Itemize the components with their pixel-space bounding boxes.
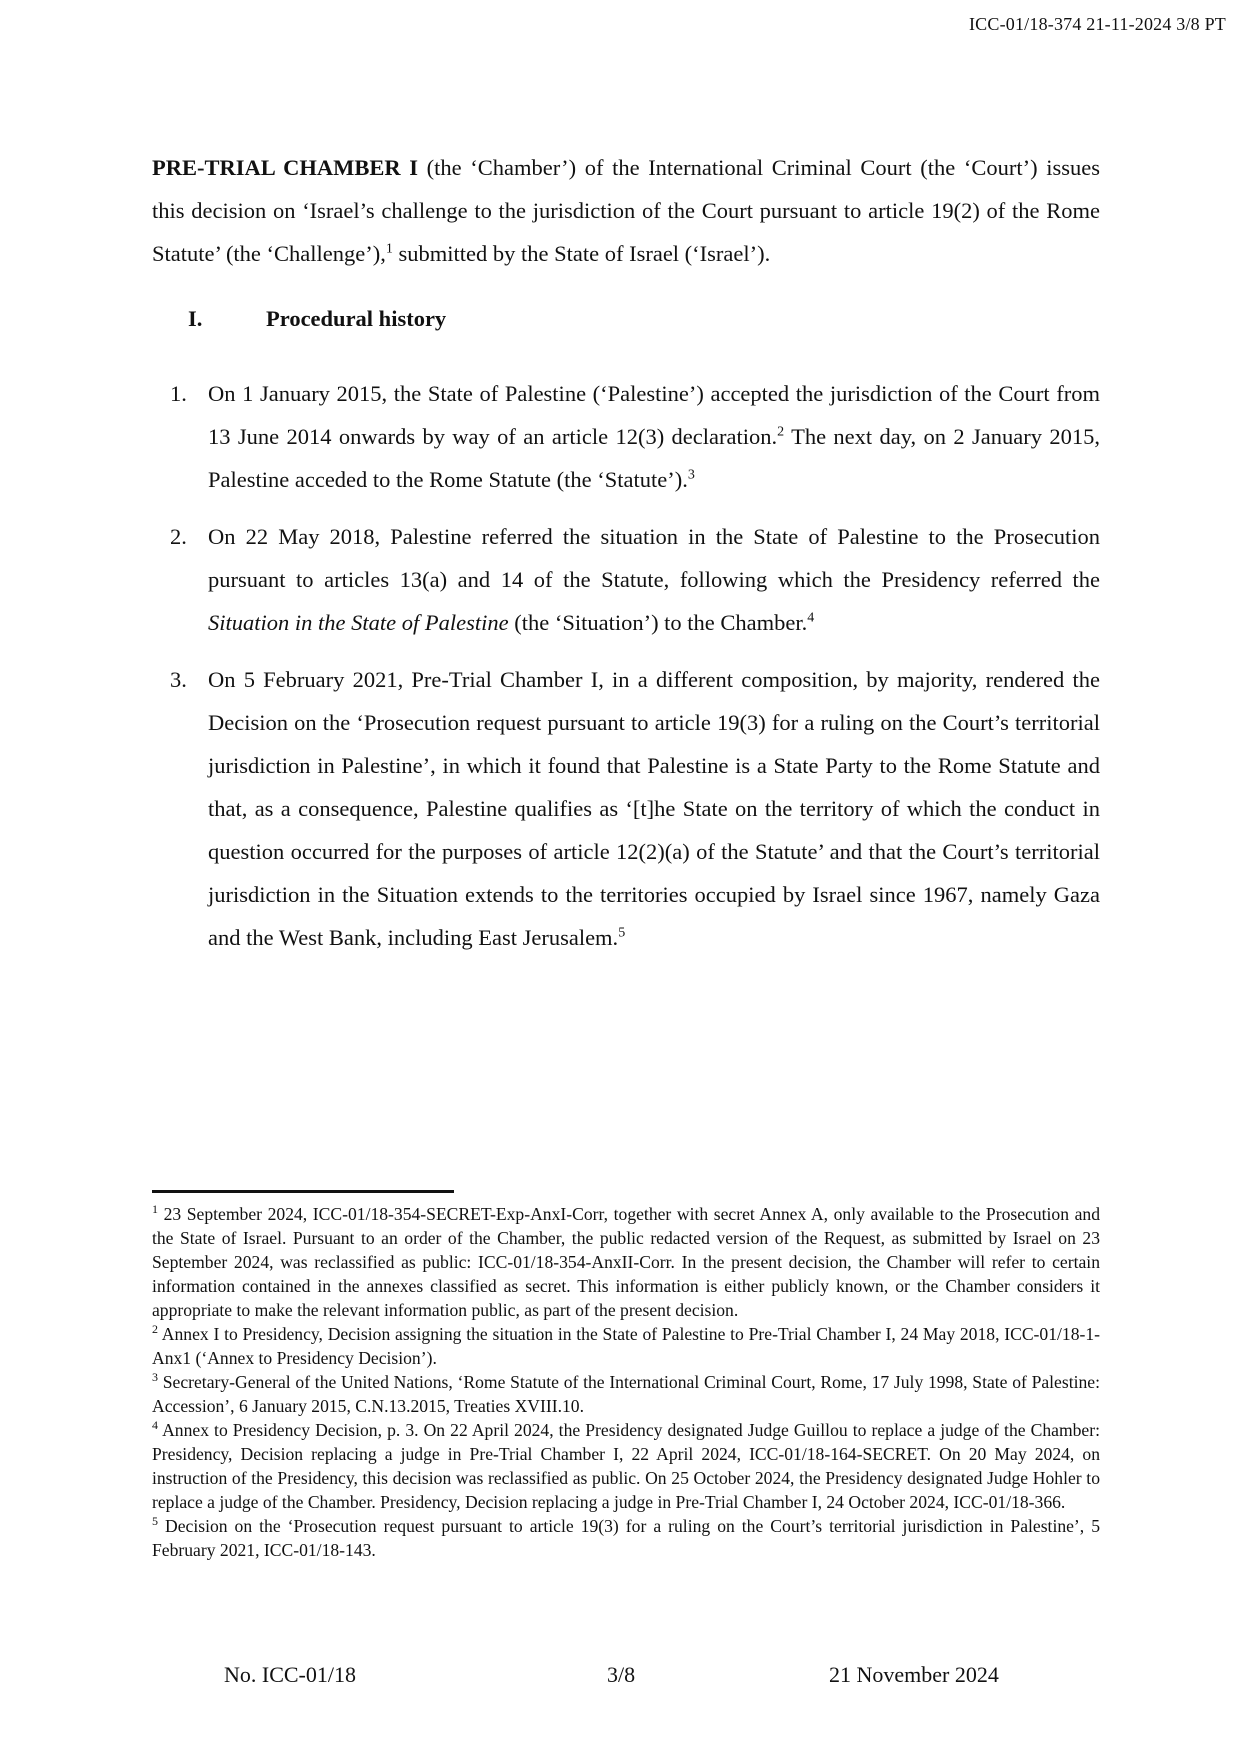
footnote-ref[interactable]: 5 (618, 925, 626, 941)
footnote (152, 1418, 1100, 1514)
footnote-text: Annex I to Presidency, Decision assigning the situation in the State of Palestine to Pre-Trial Chamber I, 24 May 2018, ICC-01/18-1-Anx1 (‘Annex to Presidency Decision’). (152, 1324, 1100, 1368)
footnote-separator (152, 1190, 454, 1193)
paragraph-text: On 22 May 2018, Palestine referred the situation in the State of Palestine to the Prosecution pursuant to articles 13(a) and 14 of the Statute, following which the Presidency referred the (208, 524, 1100, 592)
footnote-text: Secretary-General of the United Nations, ‘Rome Statute of the International Criminal Court, Rome, 17 July 1998, State of Palestine: Accession’, 6 January 2015, C.N.13.2015, Treaties XVIII.10. (152, 1372, 1100, 1416)
footnote (152, 1202, 1100, 1322)
footnote-text: Annex to Presidency Decision, p. 3. On 22 April 2024, the Presidency designated Judge Guillou to replace a judge of the Chamber: Presidency, Decision replacing a judge in Pre-Trial Chamber I, 22 April 2024, ICC-01/18-164-SECRET. On 20 May 2024, on instruction of the Presidency, this decision was reclassified as public. On 25 October 2024, the Presidency designated Judge Hohler to replace a judge of the Chamber. Presidency, Decision replacing a judge in Pre-Trial Chamber I, 24 October 2024, ICC-01/18-366. (152, 1420, 1100, 1512)
footnote-number: 1 (152, 1202, 158, 1217)
numbered-paragraph (152, 372, 1100, 501)
paragraph-text: On 1 January 2015, the State of Palestine (‘Palestine’) accepted the jurisdiction of the Court from 13 June 2014 onwards by way of an article 12(3) declaration. (208, 381, 1100, 449)
footnote-number: 2 (152, 1322, 158, 1337)
numbered-paragraph (152, 515, 1100, 644)
footnote-text: Decision on the ‘Prosecution request pursuant to article 19(3) for a ruling on the Court’s territorial jurisdiction in Palestine’, 5 February 2021, ICC-01/18-143. (152, 1516, 1100, 1560)
footnotes (152, 1202, 1100, 1562)
paragraph-text: The next day, on 2 January 2015, Palestine acceded to the Rome Statute (the ‘Statute’). (208, 424, 1101, 492)
paragraph-text: (the ‘Situation’) to the Chamber. (508, 610, 808, 635)
footnote-ref[interactable]: 1 (385, 241, 393, 257)
section-title: Procedural history (266, 306, 447, 331)
chamber-name: PRE-TRIAL CHAMBER I (152, 155, 419, 180)
section-heading (188, 304, 1100, 334)
numbered-paragraph (152, 658, 1100, 959)
intro-text: (the ‘Chamber’) of the International Criminal Court (the ‘Court’) issues this decision on ‘Israel’s challenge to the jurisdiction of the Court pursuant to article 19(2) of the Rome Statute’ (the ‘Challenge’), (152, 155, 1100, 266)
section-number: I. (188, 306, 203, 331)
paragraph-number: 3. (170, 667, 187, 692)
footer-date: 21 November 2024 (829, 1662, 999, 1687)
case-title: Situation in the State of Palestine (208, 610, 509, 635)
paragraph-text: On 5 February 2021, Pre-Trial Chamber I, in a different composition, by majority, rendered the Decision on the ‘Prosecution request pursuant to article 19(3) for a ruling on the Court’s territorial jurisdiction in Palestine’, in which it found that Palestine is a State Party to the Rome Statute and that, as a consequence, Palestine qualifies as ‘[t]he State on the territory of which the conduct in question occurred for the purposes of article 12(2)(a) of the Statute’ and that the Court’s territorial jurisdiction in the Situation extends to the territories occupied by Israel since 1967, namely Gaza and the West Bank, including East Jerusalem. (208, 667, 1100, 950)
paragraph-number: 2. (170, 524, 187, 549)
footnote (152, 1370, 1100, 1418)
footer-case-number: No. ICC-01/18 (224, 1662, 356, 1687)
intro-text: submitted by the State of Israel (‘Israel’). (392, 241, 771, 266)
paragraph-number: 1. (170, 381, 187, 406)
footer-page-number: 3/8 (607, 1662, 636, 1687)
footnote-number: 5 (152, 1514, 158, 1529)
footnote-number: 4 (152, 1418, 158, 1433)
footnote (152, 1514, 1100, 1562)
footnote-number: 3 (152, 1370, 158, 1385)
numbered-paragraphs (152, 372, 1100, 959)
footnote-ref[interactable]: 2 (777, 424, 785, 440)
footnote-ref[interactable]: 4 (807, 610, 815, 626)
footnote-text: 23 September 2024, ICC-01/18-354-SECRET-Exp-AnxI-Corr, together with secret Annex A, only available to the Prosecution and the State of Israel. Pursuant to an order of the Chamber, the public redacted version of the Request, as submitted by Israel on 23 September 2024, was reclassified as public: ICC-01/18-354-AnxII-Corr. In the present decision, the Chamber will refer to certain information contained in the annexes classified as secret. This information is either publicly known, or the Chamber considers it appropriate to make the relevant information public, as part of the present decision. (152, 1204, 1100, 1320)
footnote-ref[interactable]: 3 (687, 467, 695, 483)
page-footer (0, 1662, 1240, 1692)
intro-paragraph (152, 146, 1100, 275)
document-reference: ICC-01/18-374 21-11-2024 3/8 PT (968, 14, 1226, 34)
main-content (152, 146, 1100, 973)
footnote (152, 1322, 1100, 1370)
